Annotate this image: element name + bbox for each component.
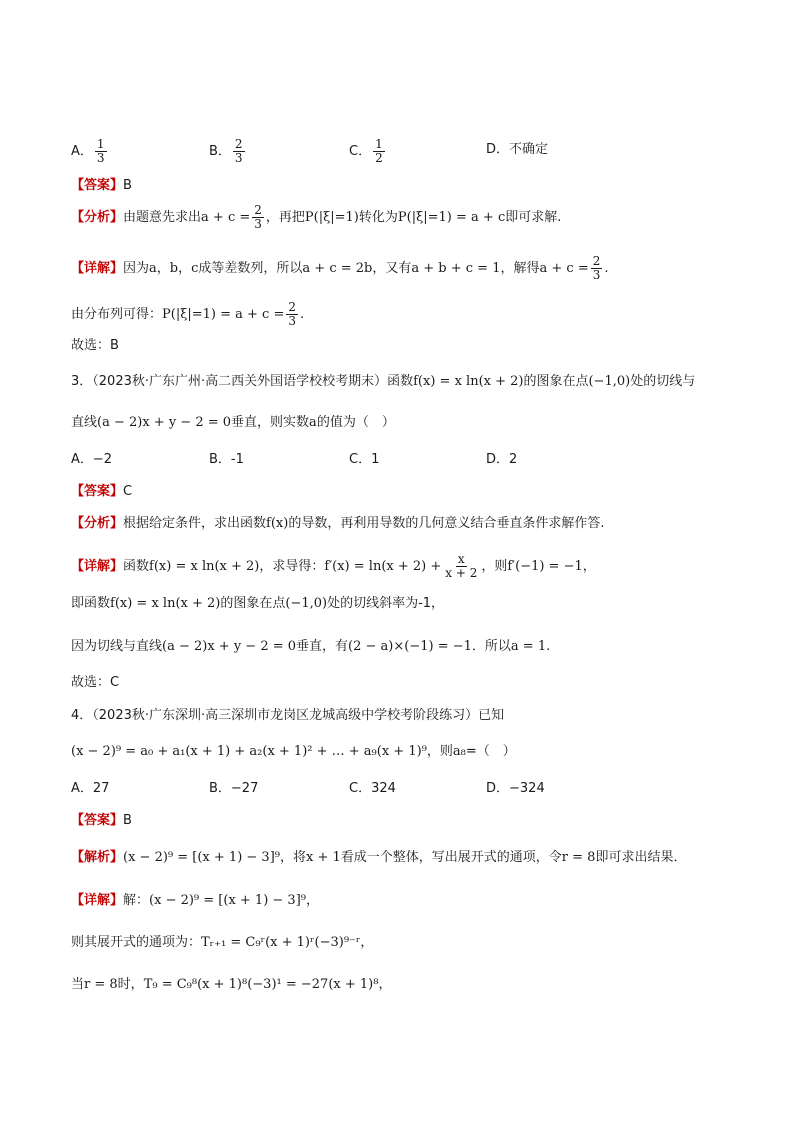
q3-option-c: C．1 [349,452,380,467]
q3-conclusion: 故选：C [71,675,120,690]
text: ，求导得： [259,559,325,574]
text: 的图象在点 [220,596,286,611]
option-text: 不确定 [509,142,549,157]
option-label: B． [209,144,231,159]
fraction [286,301,298,328]
text: 即函数 [71,596,111,611]
q4-option-d: D．−324 [486,781,545,796]
q2-option-b [209,138,247,165]
formula: r = 8 [84,977,118,992]
text: ，则 [481,559,508,574]
formula: (−1,0) [285,596,328,611]
formula: a，b，c [149,261,199,276]
option-label: A． [71,144,93,159]
answer-value: C [123,484,133,499]
formula: f(x) [266,516,289,531]
detail-tag: 【详解】 [71,559,124,574]
q3-slope [71,594,444,614]
formula: P(|ξ|=1) = a + c = [162,307,285,322]
fraction [233,138,245,165]
text: 处的切线斜率为-1， [327,596,445,611]
q4-detail [71,891,319,911]
formula: Tᵣ₊₁ = C₉ʳ(x + 1)ʳ(−3)⁹⁻ʳ [201,935,361,950]
denominator: 3 [254,217,262,231]
text: 当 [71,977,85,992]
answer-tag: 【答案】 [71,178,124,193]
text: 由题意先求出 [123,210,202,225]
text: 因为 [123,261,150,276]
text: 的导数，再利用导数的几何意义结合垂直条件求解作答. [288,516,605,531]
text: 的值为（ ） [316,415,395,430]
text: 由分布列可得： [71,307,163,322]
text: . [300,307,305,322]
numerator: 2 [288,300,297,314]
text: . [604,261,609,276]
text: 处的切线与 [630,374,696,389]
formula: (a − 2)x + y − 2 = 0 [162,639,297,654]
formula: a + c = 2b [302,261,373,276]
q4-stem-line2 [71,742,516,762]
q3-analysis [71,514,604,534]
formula: f(x) = x ln(x + 2) [149,559,260,574]
denominator: 3 [288,314,297,328]
formula: f′(x) = ln(x + 2) + [324,559,442,574]
q3-option-a: A．−2 [71,452,113,467]
text: 时， [117,977,144,992]
formula: a + c = [201,210,251,225]
formula: (2 − a)×(−1) = −1 [348,639,472,654]
formula: (x − 2)⁹ = a₀ + a₁(x + 1) + a₂(x + 1)² + … + a₉(x + 1)⁹ [71,744,427,759]
denominator: 2 [375,151,383,165]
text: ，再把 [265,210,305,225]
formula: a [309,415,317,430]
text: ， [582,559,596,574]
text: ，又有 [372,261,412,276]
q4-option-a: A．27 [71,781,110,796]
text: =（ ） [465,744,516,759]
formula: f′(−1) = −1 [507,559,583,574]
formula: P(|ξ|=1) = a + c [397,210,506,225]
text: 根据给定条件，求出函数 [123,516,267,531]
text: 即可求解. [505,210,562,225]
text: ， [378,977,392,992]
formula: a = 1 [510,639,547,654]
formula: T₉ = C₉⁸(x + 1)⁸(−3)¹ = −27(x + 1)⁸ [143,977,379,992]
fraction [373,138,385,165]
denominator: 3 [234,151,243,165]
q3-perpendicular [71,637,550,657]
q3-detail [71,553,596,580]
fraction [443,553,479,580]
formula: x + 1 [306,850,341,865]
text: 垂直，则实数 [231,415,310,430]
text: 3．（2023秋·广东广州·高二西关外国语学校校考期末）函数 [71,374,414,389]
formula: (a − 2)x + y − 2 = 0 [97,415,232,430]
text: 的图象在点 [523,374,589,389]
formula: a + b + c = 1 [411,261,501,276]
numerator: x [457,552,465,566]
q2-option-a [71,138,109,165]
numerator: 2 [592,254,601,268]
formula: P(|ξ|=1) [304,210,359,225]
q4-option-c: C．324 [349,781,396,796]
text: 看成一个整体，写出展开式的通项，令 [340,850,562,865]
denominator: x + 2 [445,566,478,580]
text: ， [306,893,320,908]
fraction [95,138,107,165]
q4-option-b: B．−27 [209,781,259,796]
text: ，将 [279,850,306,865]
text: 直线 [71,415,98,430]
text: ，则 [426,744,453,759]
answer-tag: 【答案】 [71,813,124,828]
q2-option-c [349,138,387,165]
formula: r = 8 [561,850,596,865]
q3-option-d: D．2 [486,452,518,467]
formula: a₈ [452,744,466,759]
q4-r8 [71,975,391,995]
fraction [591,255,603,282]
detail-tag: 【详解】 [71,261,124,276]
q2-analysis [71,204,561,231]
text: . [546,639,551,654]
q4-general-term [71,933,373,953]
text: 4．（2023秋·广东深圳·高三深圳市龙岗区龙城高级中学校考阶段练习）已知 [71,708,505,723]
denominator: 3 [96,151,105,165]
q4-answer [71,811,132,831]
analysis-tag: 【解析】 [71,850,124,865]
q2-distribution [71,301,304,328]
text: 因为切线与直线 [71,639,163,654]
q3-stem-line1 [71,372,695,392]
formula: (x − 2)⁹ = [(x + 1) − 3]⁹ [149,893,306,908]
option-label: C． [349,144,372,159]
text: 转化为 [358,210,398,225]
numerator: 2 [234,137,243,151]
text: 垂直，有 [296,639,349,654]
formula: (−1,0) [588,374,631,389]
q3-option-b: B．-1 [209,452,244,467]
q2-conclusion: 故选：B [71,338,119,353]
text: ，解得 [500,261,540,276]
text: ．所以 [471,639,511,654]
text: 函数 [123,559,150,574]
q3-stem-line2 [71,413,395,433]
answer-tag: 【答案】 [71,484,124,499]
answer-value: B [123,813,132,828]
detail-tag: 【详解】 [71,893,124,908]
q4-stem-line1 [71,706,504,726]
fraction [252,204,264,231]
numerator: 1 [375,137,383,151]
q2-answer [71,176,132,196]
q2-option-d [486,140,548,160]
formula: (x − 2)⁹ = [(x + 1) − 3]⁹ [123,850,280,865]
formula: a + c = [539,261,589,276]
text: 则其展开式的通项为： [71,935,202,950]
q4-analysis [71,848,686,868]
text: 解： [123,893,150,908]
text: ， [360,935,374,950]
analysis-tag: 【分析】 [71,210,124,225]
text: 成等差数列，所以 [198,261,303,276]
denominator: 3 [592,268,601,282]
q3-answer [71,482,132,502]
numerator: 1 [96,137,105,151]
formula: f(x) = x ln(x + 2) [413,374,524,389]
answer-value: B [123,178,132,193]
analysis-tag: 【分析】 [71,516,124,531]
q2-detail [71,255,609,282]
option-label: D． [486,142,510,157]
formula: f(x) = x ln(x + 2) [110,596,221,611]
text: 即可求出结果． [595,850,687,865]
numerator: 2 [254,203,262,217]
